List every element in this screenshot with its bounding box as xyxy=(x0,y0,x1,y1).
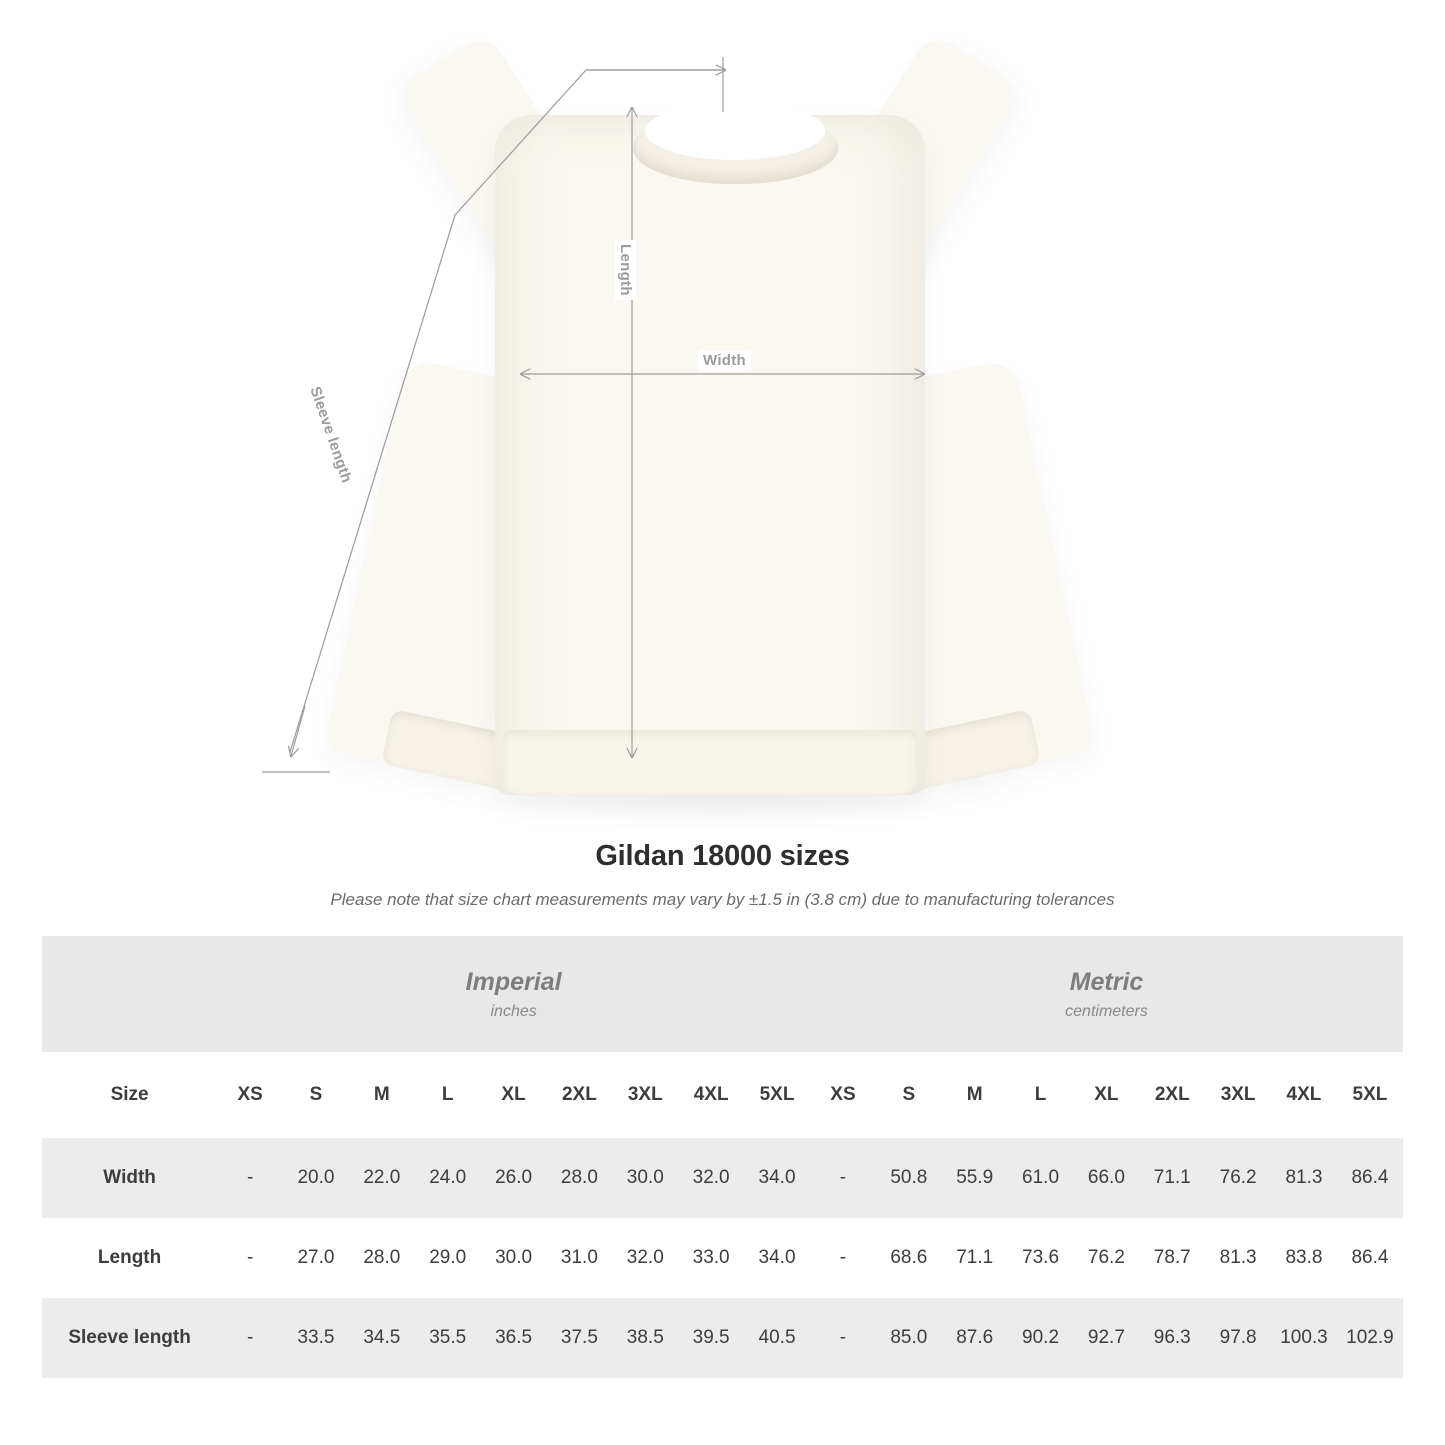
col-header-metric-5xl: 5XL xyxy=(1337,1052,1403,1138)
cell-metric-length-s: 68.6 xyxy=(876,1218,942,1298)
title-block xyxy=(0,840,1445,910)
garment-hem xyxy=(503,730,917,794)
cell-metric-length-l: 73.6 xyxy=(1008,1218,1074,1298)
cell-imperial-width-3xl: 30.0 xyxy=(612,1138,678,1218)
cell-imperial-sleeve-3xl: 38.5 xyxy=(612,1298,678,1378)
col-header-metric-4xl: 4XL xyxy=(1271,1052,1337,1138)
cell-metric-sleeve-m: 87.6 xyxy=(942,1298,1008,1378)
cell-imperial-width-l: 24.0 xyxy=(415,1138,481,1218)
cell-metric-width-4xl: 81.3 xyxy=(1271,1138,1337,1218)
cell-metric-width-xl: 66.0 xyxy=(1073,1138,1139,1218)
cell-imperial-length-m: 28.0 xyxy=(349,1218,415,1298)
cell-imperial-length-l: 29.0 xyxy=(415,1218,481,1298)
col-header-metric-2xl: 2XL xyxy=(1139,1052,1205,1138)
col-header-imperial-l: L xyxy=(415,1052,481,1138)
cell-imperial-sleeve-xl: 36.5 xyxy=(481,1298,547,1378)
sweatshirt-graphic xyxy=(255,40,1195,800)
cell-imperial-length-4xl: 33.0 xyxy=(678,1218,744,1298)
size-chart-wrapper xyxy=(0,936,1445,1378)
cell-imperial-width-5xl: 34.0 xyxy=(744,1138,810,1218)
col-header-imperial-3xl: 3XL xyxy=(612,1052,678,1138)
col-header-metric-xl: XL xyxy=(1073,1052,1139,1138)
cell-metric-sleeve-4xl: 100.3 xyxy=(1271,1298,1337,1378)
cell-metric-length-4xl: 83.8 xyxy=(1271,1218,1337,1298)
cell-imperial-sleeve-xs: - xyxy=(217,1298,283,1378)
cell-metric-length-m: 71.1 xyxy=(942,1218,1008,1298)
imperial-subtitle: inches xyxy=(490,1003,537,1020)
cell-imperial-sleeve-5xl: 40.5 xyxy=(744,1298,810,1378)
cell-metric-sleeve-l: 90.2 xyxy=(1008,1298,1074,1378)
col-header-imperial-5xl: 5XL xyxy=(744,1052,810,1138)
cell-metric-width-5xl: 86.4 xyxy=(1337,1138,1403,1218)
cell-imperial-width-s: 20.0 xyxy=(283,1138,349,1218)
cell-imperial-width-4xl: 32.0 xyxy=(678,1138,744,1218)
cell-imperial-length-5xl: 34.0 xyxy=(744,1218,810,1298)
cell-metric-sleeve-2xl: 96.3 xyxy=(1139,1298,1205,1378)
cell-imperial-length-3xl: 32.0 xyxy=(612,1218,678,1298)
cell-metric-length-3xl: 81.3 xyxy=(1205,1218,1271,1298)
col-header-imperial-xs: XS xyxy=(217,1052,283,1138)
row-label-length: Length xyxy=(42,1218,217,1298)
page-title: Gildan 18000 sizes xyxy=(595,840,850,872)
cell-imperial-width-2xl: 28.0 xyxy=(546,1138,612,1218)
cell-imperial-sleeve-4xl: 39.5 xyxy=(678,1298,744,1378)
col-header-metric-3xl: 3XL xyxy=(1205,1052,1271,1138)
col-header-metric-m: M xyxy=(942,1052,1008,1138)
cell-metric-sleeve-xs: - xyxy=(810,1298,876,1378)
cell-imperial-sleeve-2xl: 37.5 xyxy=(546,1298,612,1378)
cell-metric-length-xs: - xyxy=(810,1218,876,1298)
cell-metric-width-3xl: 76.2 xyxy=(1205,1138,1271,1218)
col-header-imperial-s: S xyxy=(283,1052,349,1138)
garment-neck-opening xyxy=(645,102,825,160)
col-header-metric-xs: XS xyxy=(810,1052,876,1138)
cell-imperial-sleeve-l: 35.5 xyxy=(415,1298,481,1378)
cell-metric-width-l: 61.0 xyxy=(1008,1138,1074,1218)
table-row xyxy=(42,1218,1403,1298)
cell-metric-sleeve-xl: 92.7 xyxy=(1073,1298,1139,1378)
cell-imperial-sleeve-m: 34.5 xyxy=(349,1298,415,1378)
sleeve-length-label: Sleeve length xyxy=(303,380,358,490)
cell-metric-length-5xl: 86.4 xyxy=(1337,1218,1403,1298)
metric-title: Metric xyxy=(1069,968,1144,996)
col-header-metric-s: S xyxy=(876,1052,942,1138)
table-row xyxy=(42,1298,1403,1378)
unit-header-row xyxy=(42,936,1403,1052)
cell-metric-width-m: 55.9 xyxy=(942,1138,1008,1218)
cell-imperial-length-xl: 30.0 xyxy=(481,1218,547,1298)
imperial-title: Imperial xyxy=(465,968,562,996)
unit-header-spacer xyxy=(42,936,217,1052)
cell-metric-length-2xl: 78.7 xyxy=(1139,1218,1205,1298)
cell-metric-width-2xl: 71.1 xyxy=(1139,1138,1205,1218)
garment-body xyxy=(495,115,925,795)
cell-imperial-width-m: 22.0 xyxy=(349,1138,415,1218)
size-chart-table xyxy=(42,936,1403,1378)
cell-imperial-length-s: 27.0 xyxy=(283,1218,349,1298)
cell-metric-sleeve-3xl: 97.8 xyxy=(1205,1298,1271,1378)
cell-metric-sleeve-5xl: 102.9 xyxy=(1337,1298,1403,1378)
width-label: Width xyxy=(698,350,751,371)
col-header-metric-l: L xyxy=(1008,1052,1074,1138)
cell-metric-width-xs: - xyxy=(810,1138,876,1218)
row-header-size: Size xyxy=(42,1052,217,1138)
cell-imperial-sleeve-s: 33.5 xyxy=(283,1298,349,1378)
col-header-imperial-xl: XL xyxy=(481,1052,547,1138)
cell-imperial-width-xs: - xyxy=(217,1138,283,1218)
col-header-imperial-2xl: 2XL xyxy=(546,1052,612,1138)
table-row xyxy=(42,1138,1403,1218)
row-label-sleeve-length: Sleeve length xyxy=(42,1298,217,1378)
cell-imperial-length-xs: - xyxy=(217,1218,283,1298)
metric-header xyxy=(810,936,1403,1052)
cell-imperial-width-xl: 26.0 xyxy=(481,1138,547,1218)
cell-metric-sleeve-s: 85.0 xyxy=(876,1298,942,1378)
metric-subtitle: centimeters xyxy=(1065,1003,1148,1020)
col-header-imperial-m: M xyxy=(349,1052,415,1138)
col-header-imperial-4xl: 4XL xyxy=(678,1052,744,1138)
length-label: Length xyxy=(615,240,636,300)
cell-imperial-length-2xl: 31.0 xyxy=(546,1218,612,1298)
cell-metric-length-xl: 76.2 xyxy=(1073,1218,1139,1298)
row-label-width: Width xyxy=(42,1138,217,1218)
imperial-header xyxy=(217,936,810,1052)
size-header-row xyxy=(42,1052,1403,1138)
tolerance-note: Please note that size chart measurements may vary by ±1.5 in (3.8 cm) due to manufacturing tolerances xyxy=(330,890,1115,909)
cell-metric-width-s: 50.8 xyxy=(876,1138,942,1218)
